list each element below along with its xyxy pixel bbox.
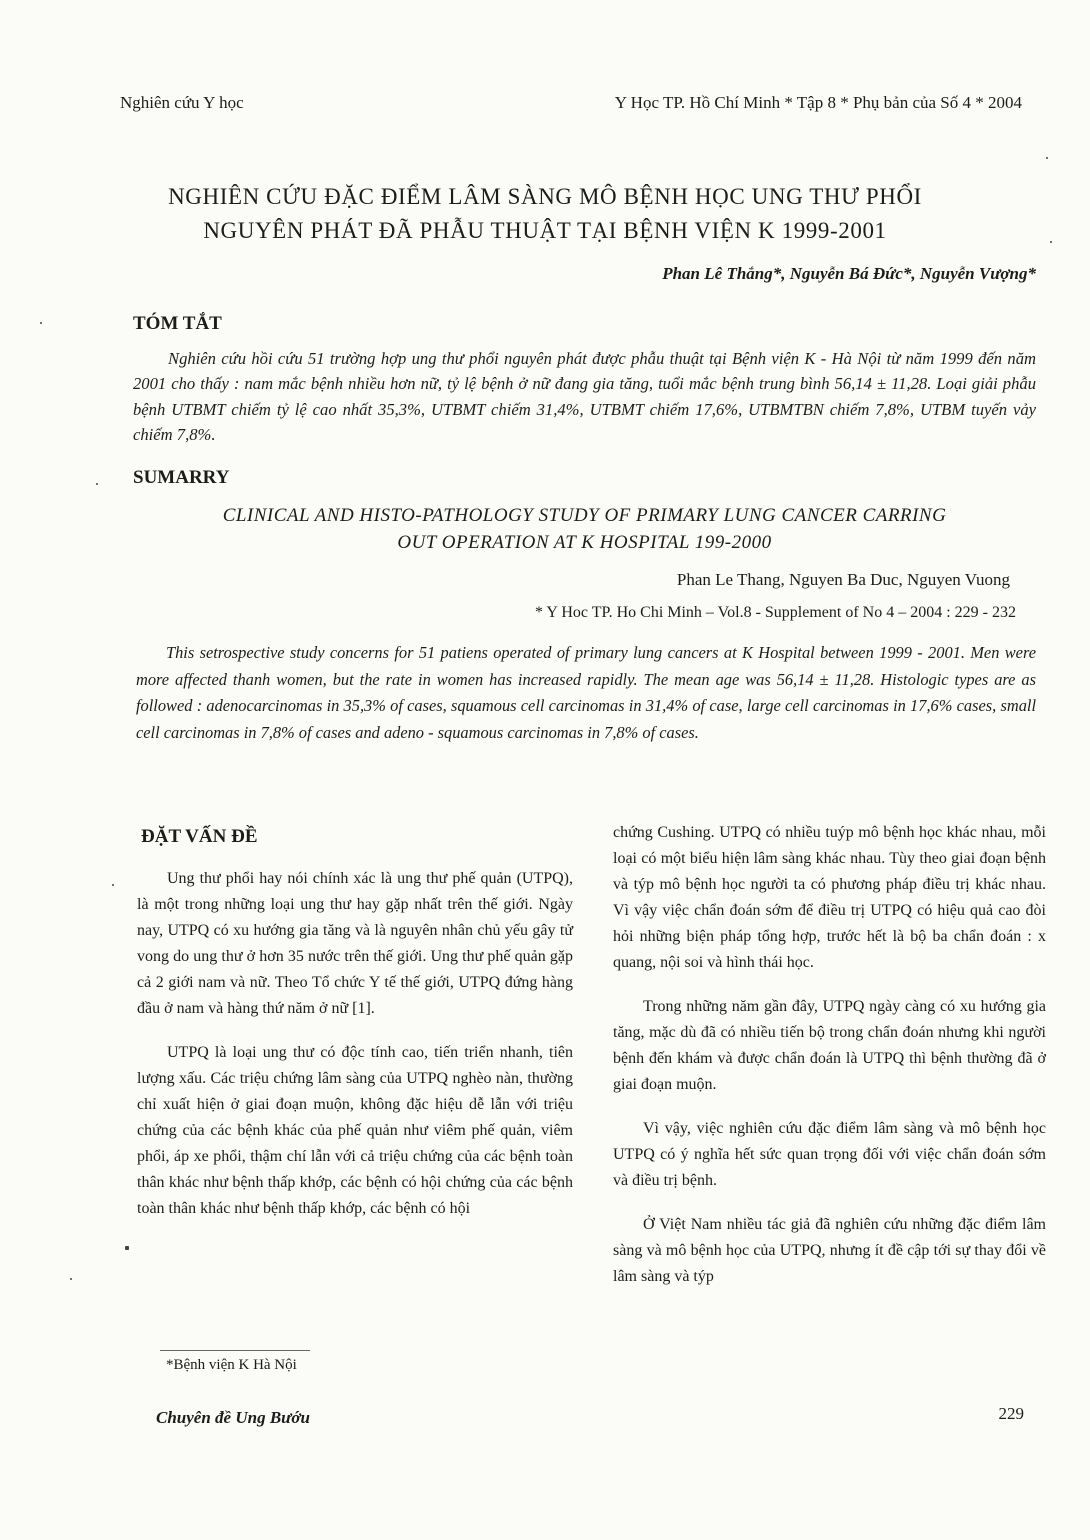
scan-speck	[70, 1278, 72, 1280]
body-paragraph: Ở Việt Nam nhiều tác giả đã nghiên cứu những đặc điểm lâm sàng và mô bệnh học của UTPQ, nhưng ít đề cập tới sự thay đổi về lâm sàng và týp	[613, 1216, 1046, 1285]
summary-vi-text: Nghiên cứu hồi cứu 51 trường hợp ung thư phổi nguyên phát được phẫu thuật tại Bệnh viện K - Hà Nội từ năm 1999 đến năm 2001 cho thấy : nam mắc bệnh nhiều hơn nữ, tỷ lệ bệnh ở nữ đang gia tăng, tuổi mắc bệnh trung bình 56,14 ± 11,28. Loại giải phẫu bệnh UTBMT chiếm tỷ lệ cao nhất 35,3%, UTBMT chiếm 31,4%, UTBMT chiếm 17,6%, UTBMTBN chiếm 7,8%, UTBM tuyến vảy chiếm 7,8%.	[133, 349, 1036, 444]
article-title	[100, 180, 990, 248]
scan-speck	[1050, 241, 1052, 243]
summary-en-title-line-1: CLINICAL AND HISTO-PATHOLOGY STUDY OF PRIMARY LUNG CANCER CARRING	[222, 505, 947, 526]
summary-en-authors: Phan Le Thang, Nguyen Ba Duc, Nguyen Vuong	[676, 570, 1010, 589]
running-footer-left: Chuyên đề Ung Bướu	[156, 1408, 310, 1427]
summary-en-heading: SUMARRY	[133, 467, 230, 488]
body-paragraph: Vì vậy, việc nghiên cứu đặc điểm lâm sàng và mô bệnh học UTPQ có ý nghĩa hết sức quan trọng đối với việc chẩn đoán sớm và điều trị bệnh.	[613, 1120, 1046, 1189]
page-number: 229	[998, 1404, 1024, 1423]
scan-speck	[40, 322, 42, 324]
body-column-right	[613, 820, 1046, 1308]
summary-en-citation: * Y Hoc TP. Ho Chi Minh – Vol.8 - Supplement of No 4 – 2004 : 229 - 232	[534, 604, 1016, 621]
summary-en-title	[133, 502, 1036, 556]
article-title-line-1: NGHIÊN CỨU ĐẶC ĐIỂM LÂM SÀNG MÔ BỆNH HỌC UNG THƯ PHỔI	[168, 184, 922, 209]
summary-en-text: This setrospective study concerns for 51 patiens operated of primary lung cancers at K Hospital between 1999 - 2001. Men were more affected thanh women, but the rate in women has increased rapidly. The mean age was 56,14 ± 11,28. Histologic types are as followed : adenocarcinomas in 35,3% of cases, squamous cell carcinomas in 31,4% of case, large cell carcinomas in 17,6% cases, small cell carcinomas in 7,8% of cases and adeno - squamous carcinomas in 7,8% of cases.	[136, 643, 1036, 742]
scan-speck	[96, 483, 98, 485]
footnote-divider	[160, 1350, 310, 1351]
summary-en-title-line-2: OUT OPERATION AT K HOSPITAL 199-2000	[397, 532, 772, 553]
scan-speck	[112, 884, 114, 886]
running-header-left: Nghiên cứu Y học	[120, 93, 244, 112]
scan-speck	[1046, 157, 1048, 159]
summary-vi-heading: TÓM TẮT	[133, 313, 222, 334]
section-heading-introduction: ĐẶT VẤN ĐỀ	[141, 826, 258, 847]
body-paragraph: Trong những năm gần đây, UTPQ ngày càng có xu hướng gia tăng, mặc dù đã có nhiều tiến bộ trong chẩn đoán nhưng khi người bệnh đến khám và được chẩn đoán là UTPQ thì bệnh thường đã ở giai đoạn muộn.	[613, 998, 1046, 1093]
footnote: *Bệnh viện K Hà Nội	[166, 1357, 297, 1373]
body-column-left	[137, 866, 573, 1240]
body-paragraph: Ung thư phổi hay nói chính xác là ung thư phế quản (UTPQ), là một trong những loại ung thư hay gặp nhất trên thế giới. Ngày nay, UTPQ có xu hướng gia tăng và là nguyên nhân chủ yếu gây tử vong do ung thư ở hơn 35 nước trên thế giới. Ung thư phế quản gặp cả 2 giới nam và nữ. Theo Tổ chức Y tế thế giới, UTPQ đứng hàng đầu ở nam và hàng thứ năm ở nữ [1].	[137, 870, 573, 1017]
body-paragraph: UTPQ là loại ung thư có độc tính cao, tiến triển nhanh, tiên lượng xấu. Các triệu chứng lâm sàng của UTPQ nghèo nàn, thường chỉ xuất hiện ở giai đoạn muộn, không đặc hiệu dễ lẫn với triệu chứng của các bệnh khác của phế quản như viêm phế quản, viêm phổi, áp xe phổi, thậm chí lẫn với cả triệu chứng của các bệnh toàn thân khác như bệnh thấp khớp, các bệnh có hội chứng của các bệnh toàn thân khác như bệnh thấp khớp, các bệnh có hội	[137, 1044, 573, 1217]
running-header-right: Y Học TP. Hồ Chí Minh * Tập 8 * Phụ bản của Số 4 * 2004	[614, 93, 1022, 112]
author-list: Phan Lê Thắng*, Nguyễn Bá Đức*, Nguyễn Vượng*	[662, 264, 1036, 283]
body-paragraph: chứng Cushing. UTPQ có nhiều tuýp mô bệnh học khác nhau, mỗi loại có một biểu hiện lâm sàng khác nhau. Tùy theo giai đoạn bệnh và týp mô bệnh học người ta có phương pháp điều trị khác nhau. Vì vậy việc chẩn đoán sớm để điều trị UTPQ có hiệu quả cao đòi hỏi những biện pháp tổng hợp, trước hết là bộ ba chẩn đoán : x quang, nội soi và hình thái học.	[613, 824, 1046, 971]
article-title-line-2: NGUYÊN PHÁT ĐÃ PHẪU THUẬT TẠI BỆNH VIỆN K 1999-2001	[203, 218, 887, 243]
scan-speck	[125, 1246, 129, 1250]
